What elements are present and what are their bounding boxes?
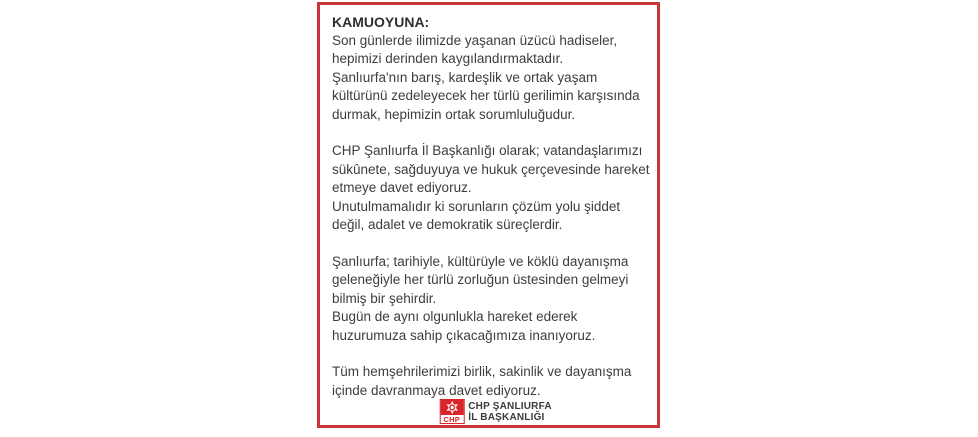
paragraph-2 (332, 142, 650, 235)
chp-logo (439, 399, 552, 424)
text-line: huzurumuza sahip çıkacağımıza inanıyoruz. (332, 327, 596, 343)
text-line: CHP Şanlıurfa İl Başkanlığı olarak; vatandaşlarımızı (332, 143, 643, 158)
text-line: Bugün de aynı olgunlukla hareket ederek (332, 309, 578, 324)
statement-heading: KAMUOYUNA: (332, 14, 430, 30)
org-name (468, 401, 552, 423)
text-line: etmeye davet ediyoruz. (332, 180, 472, 195)
org-name-line2: İL BAŞKANLIĞI (468, 411, 545, 423)
text-line: kültürünü zedeleyecek her türlü gerilimin karşısında (332, 88, 640, 103)
text-line: sükûnete, sağduyuya ve hukuk çerçevesinde hareket (332, 161, 650, 177)
text-line: Şanlıurfa; tarihiyle, kültürüyle ve köklü dayanışma (332, 253, 629, 269)
paragraph-3 (332, 253, 645, 346)
statement-card (317, 2, 660, 428)
paragraph-4 (332, 363, 645, 400)
text-line: bilmiş bir şehirdir. (332, 290, 437, 306)
text-line: içinde davranmaya davet ediyoruz. (332, 382, 541, 398)
chp-emblem-icon (439, 399, 464, 424)
text-line: geleneğiyle her türlü zorluğun üstesinden gelmeyi (332, 272, 629, 287)
text-line: durmak, hepimizin ortak sorumluluğudur. (332, 106, 576, 122)
text-line: değil, adalet ve demokratik süreçlerdir. (332, 217, 563, 232)
text-line: hepimizi derinden kaygılandırmaktadır. (332, 51, 564, 66)
chp-six-arrows-icon (440, 400, 463, 415)
text-line: Tüm hemşehrilerimizi birlik, sakinlik ve dayanışma (332, 364, 632, 379)
text-line: Şanlıurfa'nın barış, kardeşlik ve ortak yaşam (332, 69, 598, 85)
chp-emblem-label: CHP (443, 415, 460, 424)
paragraph-1 (332, 32, 645, 125)
text-line: Son günlerde ilimizde yaşanan üzücü hadiseler, (332, 32, 618, 48)
text-line: Unutulmamalıdır ki sorunların çözüm yolu şiddet (332, 198, 621, 214)
org-name-line1: CHP ŞANLIURFA (468, 400, 552, 412)
